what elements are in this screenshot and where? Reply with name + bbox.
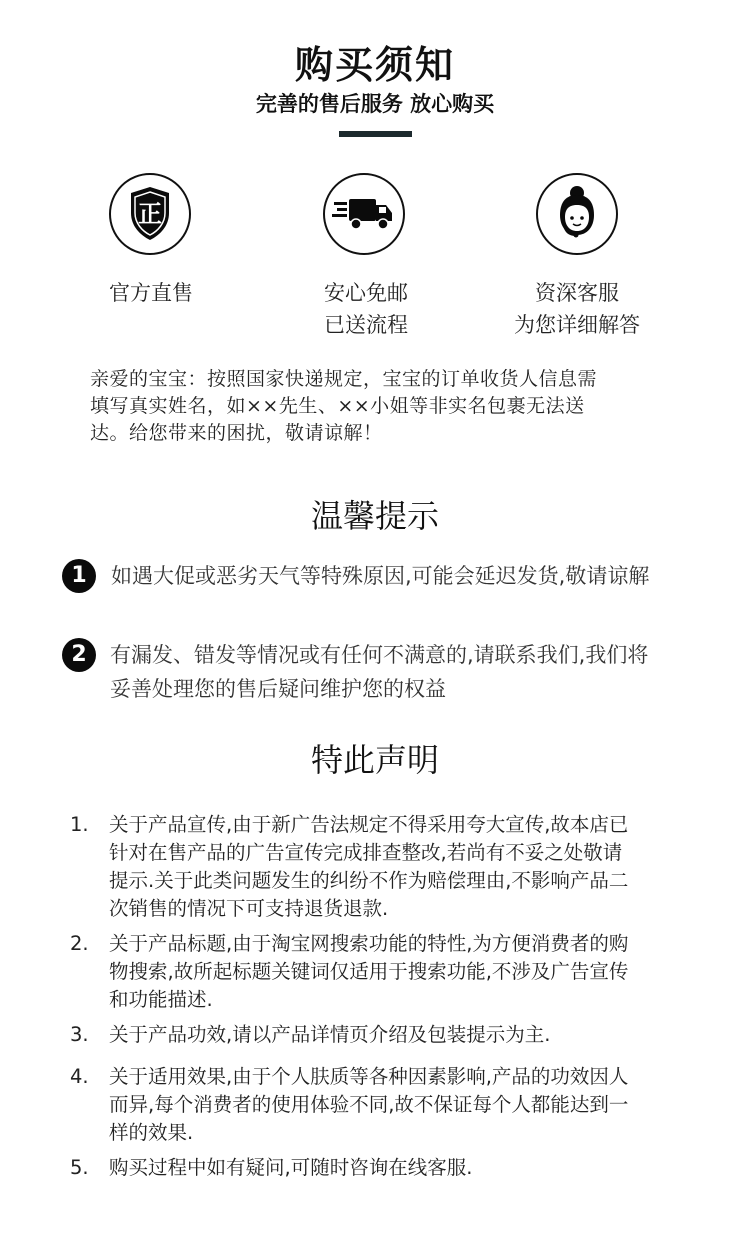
feature-service-label: [500, 277, 654, 341]
notice-line: 填写真实姓名，如××先生、××小姐等非实名包裹无法送: [90, 395, 585, 417]
statement-number: 5.: [70, 1156, 89, 1179]
shield-badge-text: 正: [138, 200, 162, 228]
statement-number: 4.: [70, 1065, 89, 1088]
notice-paragraph: [90, 366, 680, 447]
statement-line: 关于产品标题,由于淘宝网搜索功能的特性,为方便消费者的购: [109, 932, 629, 955]
statement-number: 3.: [70, 1023, 89, 1046]
feature-free-shipping-label: [310, 277, 422, 341]
customer-service-icon: [536, 173, 618, 255]
feature-service-line1: 资深客服: [535, 281, 619, 305]
statement-line: 物搜索,故所起标题关键词仅适用于搜索功能,不涉及广告宣传: [109, 960, 629, 983]
statement-line: 提示.关于此类问题发生的纠纷不作为赔偿理由,不影响产品二: [109, 869, 629, 892]
statement-line: 关于产品宣传,由于新广告法规定不得采用夸大宣传,故本店已: [109, 813, 629, 836]
feature-official-label: 官方直售: [109, 281, 193, 305]
statement-line: 而异,每个消费者的使用体验不同,故不保证每个人都能达到一: [109, 1093, 629, 1116]
feature-free-shipping-line2: 已送流程: [324, 313, 408, 337]
statement-number: 1.: [70, 813, 89, 836]
tip-line: 有漏发、错发等情况或有任何不满意的,请联系我们,我们将: [110, 643, 649, 667]
statement-title: 特此声明: [310, 741, 439, 779]
tip-item: [110, 638, 730, 706]
truck-icon: [323, 173, 405, 255]
statement-line: 针对在售产品的广告宣传完成排查整改,若尚有不妥之处敬请: [109, 841, 623, 864]
notice-line: 达。给您带来的困扰，敬请谅解！: [90, 422, 383, 444]
page-title: 购买须知: [294, 43, 455, 87]
statement-text: [109, 1063, 699, 1147]
tip-number-badge: 1: [62, 559, 96, 593]
notice-line: 亲爱的宝宝：按照国家快递规定，宝宝的订单收货人信息需: [90, 368, 598, 390]
tip-line: 妥善处理您的售后疑问维护您的权益: [110, 677, 446, 701]
tip-item: [111, 559, 731, 593]
statement-line: 关于产品功效,请以产品详情页介绍及包装提示为主.: [109, 1023, 551, 1046]
page-subtitle: 完善的售后服务 放心购买: [255, 92, 495, 116]
tip-line: 如遇大促或恶劣天气等特殊原因,可能会延迟发货,敬请谅解: [111, 564, 650, 588]
statement-line: 和功能描述.: [109, 988, 213, 1011]
feature-service-line2: 为您详细解答: [514, 313, 640, 337]
feature-free-shipping-line1: 安心免邮: [324, 281, 408, 305]
statement-line: 样的效果.: [109, 1121, 194, 1144]
statement-line: 购买过程中如有疑问,可随时咨询在线客服.: [109, 1156, 473, 1179]
tips-title: 温馨提示: [310, 497, 439, 535]
title-divider: [339, 131, 412, 137]
statement-text: [109, 930, 699, 1014]
statement-line: 关于适用效果,由于个人肤质等各种因素影响,产品的功效因人: [109, 1065, 629, 1088]
statement-text: [109, 811, 699, 923]
statement-text: [109, 1021, 699, 1049]
statement-text: [109, 1154, 699, 1182]
tip-number-badge: 2: [62, 638, 96, 672]
shield-icon: [109, 173, 191, 255]
statement-line: 次销售的情况下可支持退货退款.: [109, 897, 389, 920]
statement-number: 2.: [70, 932, 89, 955]
